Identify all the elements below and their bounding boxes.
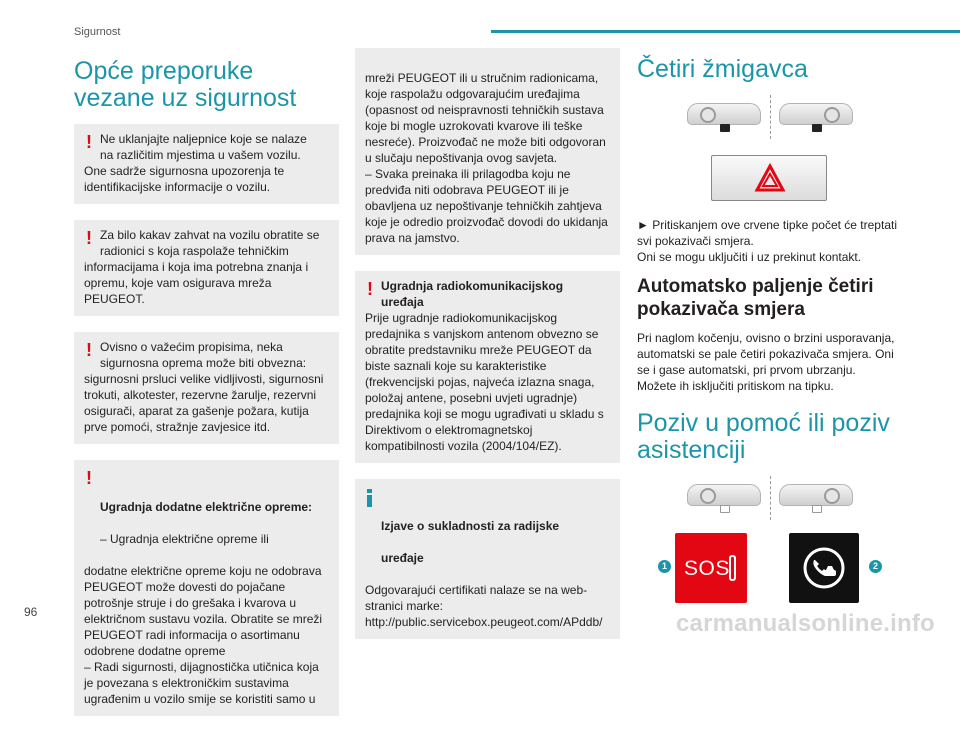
- warning-text-body: One sadrže sigurnosna upozorenja te identifikacijske informacije o vozilu.: [84, 164, 285, 194]
- warning-text-line: sigurnosna oprema može biti obvezna:: [100, 356, 307, 370]
- assistance-call-icon: [802, 546, 846, 590]
- page-number: 96: [24, 605, 38, 619]
- warning-text-body: Prije ugradnje radiokomunikacijskog predajnika s vanjskom antenom obvezno se obratite predstavniku mreže PEUGEOT da biste saznali koje su karakteristike (frekvencijski pojas, najveća izlazna snaga, položaj antene, posebni uvjeti ugradnje) predajnika koji se mogu ugrađivati u skladu s Direktivom o elektromagnetskoj kompatibilnosti vozila (2004/104/EZ).: [365, 311, 604, 453]
- warning-title: Ugradnja dodatne električne opreme:: [100, 500, 313, 514]
- emergency-figure: [637, 476, 902, 606]
- column-2: [355, 48, 620, 655]
- warning-exclamation-icon: !: [86, 228, 92, 248]
- steering-stalks-illustration: [637, 95, 902, 151]
- warning-box-electrical-continued: [355, 48, 620, 255]
- stalk-button: [812, 505, 822, 513]
- right-stalk: [779, 103, 853, 125]
- section-title-emergency-call: Poziv u pomoć ili poziv asistenciji: [637, 409, 890, 464]
- warning-text-line: radionici s koja raspolaže tehničkim: [100, 244, 289, 258]
- left-stalk: [687, 484, 761, 506]
- auto-hazard-text: Pri naglom kočenju, ovisno o brzini usporavanja, automatski se pale četiri pokazivača smjera. Oni se i gase automatski, pri prvom ubrzanju. Možete ih isključiti pritiskom na tipku.: [637, 331, 895, 393]
- assistance-button: [789, 533, 859, 603]
- warning-text-line: – Ugradnja električne opreme ili: [100, 532, 269, 546]
- info-text-body: Odgovarajući certifikati nalaze se na web-stranici marke: http://public.servicebox.peugeot.com/APddb/: [365, 583, 603, 629]
- running-head: Sigurnost: [74, 26, 121, 38]
- sos-label: SOS: [684, 557, 730, 580]
- warning-text-body: mreži PEUGEOT ili u stručnim radionicama, koje raspolažu odgovarajućim uređajima (opasnost od neispravnosti tehničkih sustava koje bi mogle uzrokovati kvarove ili teške nesreće). Proizvođač ne može biti odgovoran u slučaju nepoštivanja ovog savjeta. – Svaka preinaka ili prilagodba koju ne predviđa niti odobrava PEUGEOT ili je obavljena uz nepoštivanje tehničkih zahtjeva koje je odredio proizvođač dovodi do ukidanja prava na jamstvo.: [365, 71, 608, 245]
- warning-text-body: dodatne električne opreme koju ne odobrava PEUGEOT može dovesti do pojačane potrošnje struje i do grešaka i kvarova u električnom sustavu vozila. Obratite se mreži PEUGEOT radi informacija o asortimanu odobrene dodatne opreme – Radi sigurnosti, dijagnostička utičnica koja je povezana s elektroničkim sustavima ugrađenim u vozilo smije se koristiti samo u: [84, 564, 323, 706]
- hazard-button-panel: [711, 155, 827, 201]
- divider-line: [770, 95, 771, 139]
- info-box-declarations: [355, 479, 620, 639]
- warning-box-radio: [355, 271, 620, 463]
- section-title-hazard: Četiri žmigavca: [637, 55, 808, 83]
- warning-text-line: Za bilo kakav zahvat na vozilu obratite se: [100, 228, 320, 242]
- stalk-button: [812, 124, 822, 132]
- hazard-figure: [637, 95, 902, 207]
- warning-text-line: Ovisno o važećim propisima, neka: [100, 340, 283, 354]
- sos-indicator-slot: [729, 555, 736, 581]
- section-title-auto-hazard: Automatsko paljenje četiri pokazivača smjera: [637, 276, 874, 320]
- warning-text-body: informacijama i koja ima potrebna znanja i opremu, koje vam osigurava mreža PEUGEOT.: [84, 260, 309, 306]
- header-accent-bar: [491, 30, 960, 33]
- steering-stalks-illustration: [637, 476, 902, 532]
- section-title-safety: Opće preporuke vezane uz sigurnost: [74, 57, 297, 112]
- warning-box-labels: [74, 124, 339, 204]
- warning-exclamation-icon: !: [367, 279, 373, 299]
- right-stalk: [779, 484, 853, 506]
- left-stalk: [687, 103, 761, 125]
- warning-text-line: Ne uklanjajte naljepnice koje se nalaze: [100, 132, 307, 146]
- warning-title: uređaja: [381, 295, 424, 309]
- info-icon: [367, 489, 373, 507]
- warning-box-workshop: [74, 220, 339, 316]
- warning-exclamation-icon: !: [86, 132, 92, 152]
- column-3: [637, 48, 902, 606]
- hazard-instructions: ► Pritiskanjem ove crvene tipke počet će treptati svi pokazivači smjera. Oni se mogu uključiti i uz prekinut kontakt.: [637, 218, 897, 264]
- sos-button: [675, 533, 747, 603]
- warning-exclamation-icon: !: [86, 468, 92, 488]
- steering-wheel-icon: [824, 488, 840, 504]
- stalk-button: [720, 505, 730, 513]
- warning-title: Ugradnja radiokomunikacijskog: [381, 279, 564, 293]
- steering-wheel-icon: [700, 488, 716, 504]
- info-title: uređaje: [381, 551, 424, 565]
- warning-text-body: sigurnosni prsluci velike vidljivosti, sigurnosni trokuti, alkotester, rezervne žarulje, rezervni osigurači, aparat za gašenje požara, kutija prve pomoći, stražnje zavjesice itd.: [84, 372, 324, 434]
- warning-text-line: na različitim mjestima u vašem vozilu.: [100, 148, 301, 162]
- info-title: Izjave o sukladnosti za radijske: [381, 519, 560, 533]
- watermark: carmanualsonline.info: [676, 610, 935, 637]
- steering-wheel-icon: [700, 107, 716, 123]
- stalk-button: [720, 124, 730, 132]
- callout-2: 2: [869, 560, 882, 573]
- divider-line: [770, 476, 771, 520]
- callout-1: 1: [658, 560, 671, 573]
- column-1: [74, 48, 339, 732]
- hazard-triangle-icon: [755, 164, 785, 192]
- steering-wheel-icon: [824, 107, 840, 123]
- warning-box-electrical: [74, 460, 339, 716]
- warning-exclamation-icon: !: [86, 340, 92, 360]
- warning-box-equipment: [74, 332, 339, 444]
